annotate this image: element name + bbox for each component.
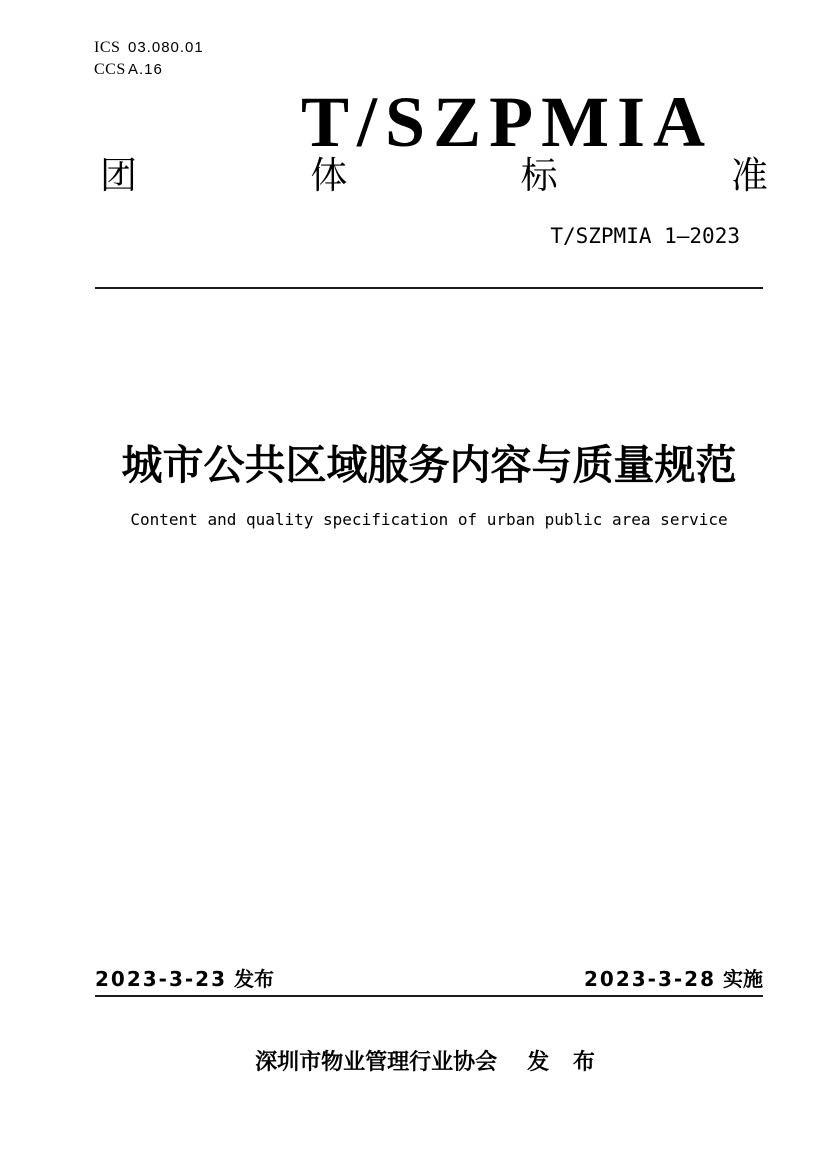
issue-date-value: 2023-3-23 — [95, 967, 228, 991]
standard-type-char: 准 — [730, 154, 768, 197]
standard-type-char: 团 — [100, 154, 137, 197]
standard-number: T/SZPMIA 1—2023 — [550, 224, 740, 248]
standard-type-char: 体 — [310, 154, 348, 197]
standard-type-char: 标 — [520, 154, 558, 197]
ccs-label: CCS — [94, 61, 126, 78]
implementation-date — [584, 966, 763, 992]
standard-type-row — [100, 155, 768, 197]
classification-codes — [94, 37, 204, 81]
issue-date-label: 发布 — [234, 967, 275, 991]
publisher-organization: 深圳市物业管理行业协会 — [255, 1050, 498, 1075]
ccs-row — [94, 59, 204, 81]
implementation-date-value: 2023-3-28 — [583, 967, 716, 991]
document-title-zh: 城市公共区域服务内容与质量规范 — [121, 441, 737, 489]
ics-value: 03.080.01 — [128, 39, 204, 56]
ics-label: ICS — [94, 39, 121, 56]
ics-row — [94, 37, 204, 59]
header-divider-line — [95, 287, 763, 289]
issue-date — [95, 966, 274, 992]
publisher-row — [95, 1049, 763, 1077]
ccs-value: A.16 — [128, 61, 163, 78]
footer-divider-line — [95, 995, 763, 997]
implementation-date-label: 实施 — [723, 967, 763, 991]
publisher-action-label: 发 布 — [527, 1050, 603, 1075]
document-title-en: Content and quality specification of urban public area service — [130, 510, 728, 529]
standard-body-logo: T/SZPMIA — [301, 82, 714, 162]
dates-row — [95, 966, 763, 992]
